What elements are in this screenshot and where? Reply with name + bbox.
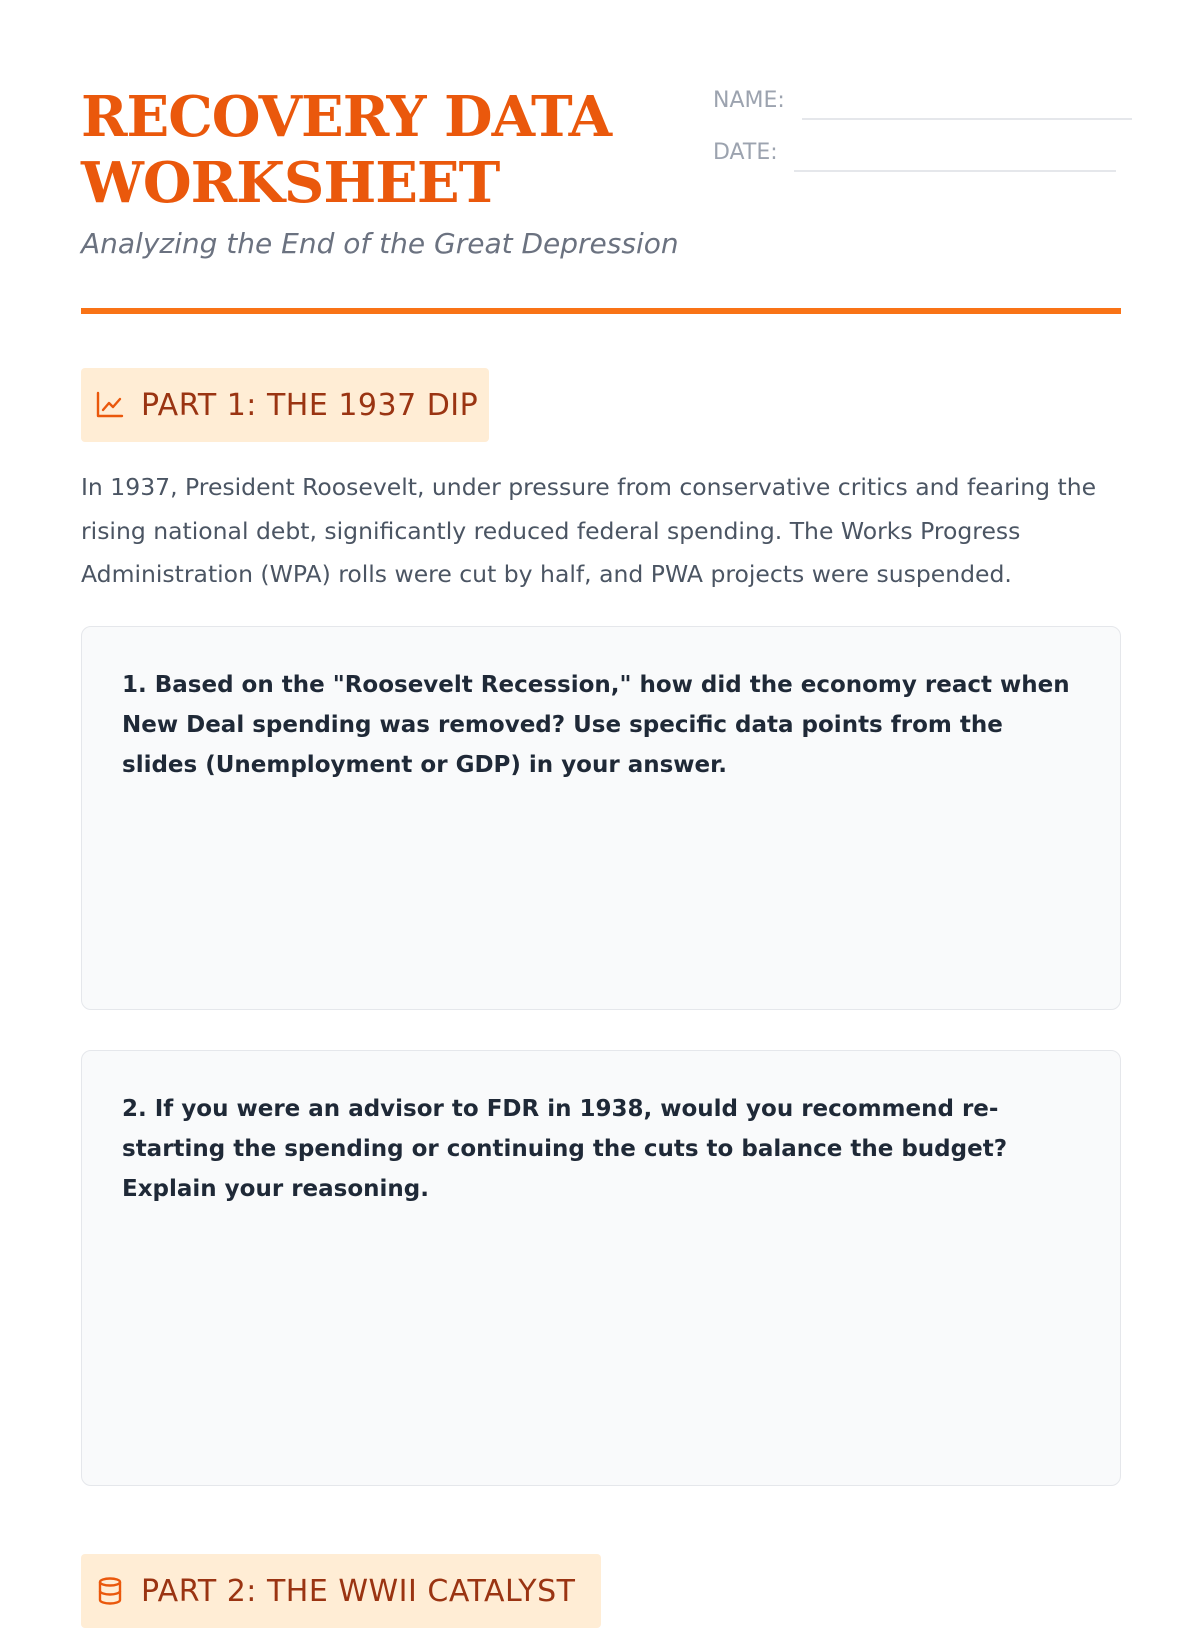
part-1-header — [81, 368, 489, 442]
question-1-text: 1. Based on the "Roosevelt Recession," how did the economy react when New Deal spending was removed? Use specific data points from the slides (Unemployment or GDP) in your answer. — [122, 672, 1070, 778]
page-subtitle: Analyzing the End of the Great Depression — [81, 227, 679, 260]
name-input-line[interactable] — [802, 118, 1132, 120]
header-divider — [81, 308, 1121, 314]
title-line-1: RECOVERY DATA — [81, 84, 612, 150]
question-1-box[interactable] — [81, 626, 1121, 1010]
page-title — [81, 84, 701, 216]
part-1-intro: In 1937, President Roosevelt, under pressure from conservative critics and fearing the rising national debt, significantly reduced federal spending. The Works Progress Administration (WPA) rolls were cut by half, and PWA projects were suspended. — [81, 473, 1097, 588]
part-1-title: PART 1: THE 1937 DIP — [141, 387, 479, 423]
student-info-fields — [713, 84, 1121, 188]
chart-line-icon — [95, 390, 125, 420]
date-input-line[interactable] — [794, 170, 1116, 172]
title-line-2: WORKSHEET — [81, 150, 500, 216]
worksheet-page — [81, 0, 1121, 1609]
date-field — [713, 136, 1121, 188]
worksheet-header — [81, 0, 1121, 312]
part-2-title: PART 2: THE WWII CATALYST — [141, 1573, 576, 1609]
question-2-box[interactable] — [81, 1050, 1121, 1486]
date-label: DATE: — [713, 140, 778, 165]
name-label: NAME: — [713, 88, 785, 113]
part-2-header — [81, 1554, 601, 1628]
name-field — [713, 84, 1121, 136]
database-icon — [95, 1576, 125, 1606]
question-2-text: 2. If you were an advisor to FDR in 1938, would you recommend re-starting the spending or continuing the cuts to balance the budget? Explain your reasoning. — [122, 1096, 1008, 1202]
